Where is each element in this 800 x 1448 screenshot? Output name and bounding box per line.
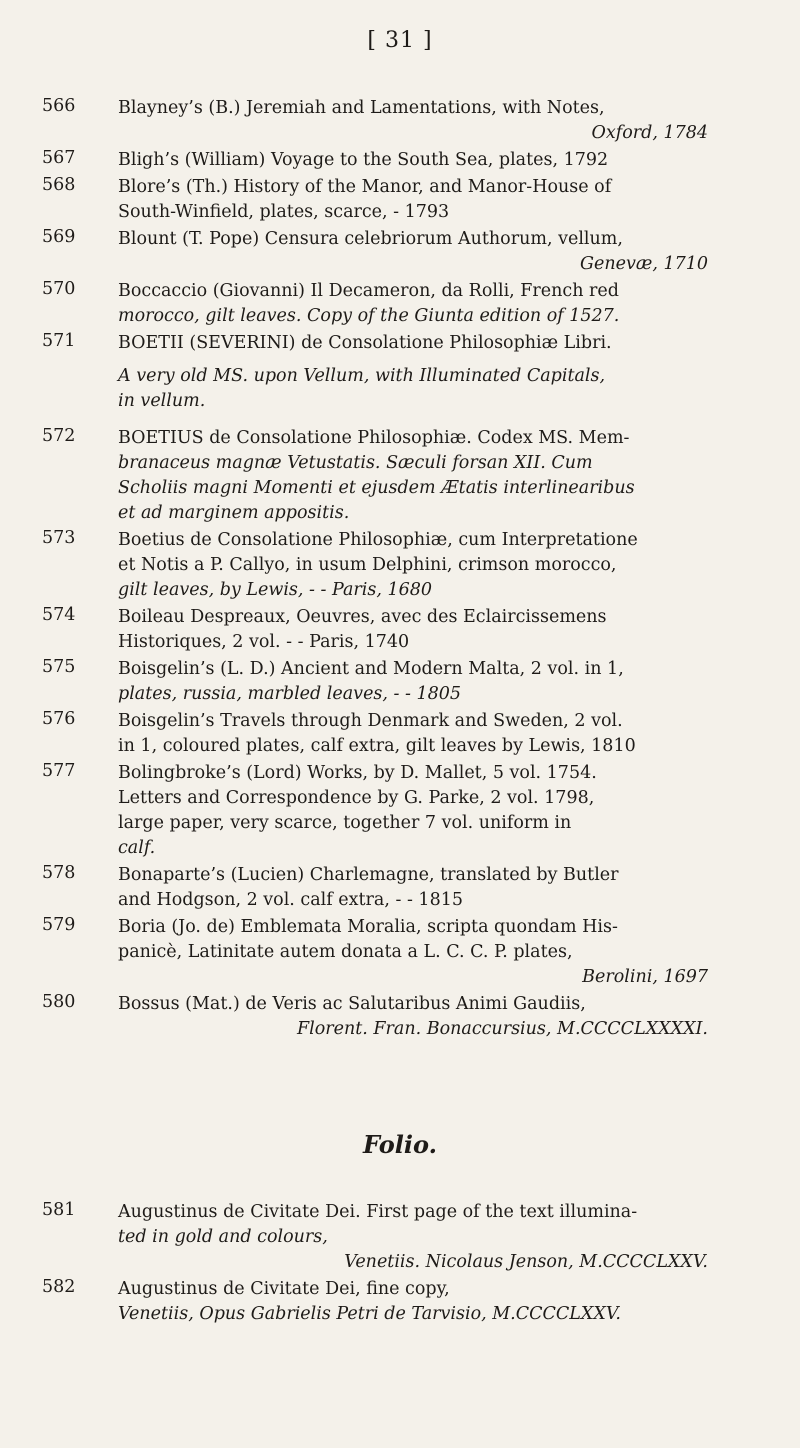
folio-entries-list bbox=[42, 1200, 708, 1329]
entry-line: Boisgelin’s Travels through Denmark and Sweden, 2 vol. bbox=[118, 711, 623, 731]
entry-567 bbox=[42, 148, 708, 173]
entry-line: Bligh’s (William) Voyage to the South Sea, plates, 1792 bbox=[118, 150, 609, 170]
entry-568 bbox=[42, 175, 708, 225]
entry-line: Augustinus de Civitate Dei, fine copy, bbox=[118, 1279, 450, 1299]
entry-line: Bossus (Mat.) de Veris ac Salutaribus Animi Gaudiis, bbox=[118, 994, 586, 1014]
entry-line: calf. bbox=[118, 838, 156, 858]
entry-576 bbox=[42, 709, 708, 759]
entry-line: Oxford, 1784 bbox=[591, 123, 708, 143]
entry-582 bbox=[42, 1277, 708, 1327]
entry-number: 581 bbox=[42, 1200, 76, 1220]
entry-line: Genevæ, 1710 bbox=[580, 254, 708, 274]
entry-number: 582 bbox=[42, 1277, 76, 1297]
entry-572 bbox=[42, 426, 708, 526]
entry-line: Boisgelin’s (L. D.) Ancient and Modern Malta, 2 vol. in 1, bbox=[118, 659, 624, 679]
entry-line: Bonaparte’s (Lucien) Charlemagne, translated by Butler bbox=[118, 865, 619, 885]
entry-577 bbox=[42, 761, 708, 861]
page-number: [ 31 ] bbox=[367, 28, 433, 53]
entry-line: large paper, very scarce, together 7 vol. uniform in bbox=[118, 813, 572, 833]
entry-581 bbox=[42, 1200, 708, 1275]
entry-580 bbox=[42, 992, 708, 1042]
entry-578 bbox=[42, 863, 708, 913]
entry-line: BOETII (SEVERINI) de Consolatione Philosophiæ Libri. bbox=[118, 333, 612, 353]
entry-line: Venetiis. Nicolaus Jenson, M.CCCCLXXV. bbox=[344, 1252, 708, 1272]
entry-note bbox=[118, 364, 708, 414]
entry-line: branaceus magnæ Vetustatis. Sæculi forsan XII. Cum bbox=[118, 453, 593, 473]
entry-line: gilt leaves, by Lewis, - - Paris, 1680 bbox=[118, 580, 433, 600]
entry-number: 569 bbox=[42, 227, 76, 247]
entry-line: ted in gold and colours, bbox=[118, 1227, 328, 1247]
entry-number: 575 bbox=[42, 657, 76, 677]
entry-number: 580 bbox=[42, 992, 76, 1012]
entry-line: morocco, gilt leaves. Copy of the Giunta edition of 1527. bbox=[118, 306, 620, 326]
entry-line: Augustinus de Civitate Dei. First page of the text illumina- bbox=[118, 1202, 638, 1222]
entry-number: 566 bbox=[42, 96, 76, 116]
entry-570 bbox=[42, 279, 708, 329]
entry-line: Boileau Despreaux, Oeuvres, avec des Eclaircissemens bbox=[118, 607, 607, 627]
entry-line: Venetiis, Opus Gabrielis Petri de Tarvisio, M.CCCCLXXV. bbox=[118, 1304, 621, 1324]
entry-number: 574 bbox=[42, 605, 76, 625]
entry-number: 571 bbox=[42, 331, 76, 351]
entry-number: 578 bbox=[42, 863, 76, 883]
entry-line: Boria (Jo. de) Emblemata Moralia, scripta quondam His- bbox=[118, 917, 618, 937]
entry-number: 577 bbox=[42, 761, 76, 781]
entries-list bbox=[42, 96, 708, 1044]
entry-number: 568 bbox=[42, 175, 76, 195]
entry-line: Florent. Fran. Bonaccursius, M.CCCCLXXXXI. bbox=[296, 1019, 708, 1039]
entry-line: and Hodgson, 2 vol. calf extra, - - 1815 bbox=[118, 890, 463, 910]
entry-number: 573 bbox=[42, 528, 76, 548]
entry-line: Berolini, 1697 bbox=[582, 967, 708, 987]
entry-575 bbox=[42, 657, 708, 707]
entry-line: Blore’s (Th.) History of the Manor, and Manor-House of bbox=[118, 177, 612, 197]
entry-579 bbox=[42, 915, 708, 990]
entry-line: et ad marginem appositis. bbox=[118, 503, 350, 523]
entry-571 bbox=[42, 331, 708, 414]
entry-line: in 1, coloured plates, calf extra, gilt leaves by Lewis, 1810 bbox=[118, 736, 636, 756]
entry-line: Blount (T. Pope) Censura celebriorum Authorum, vellum, bbox=[118, 229, 623, 249]
entry-line: Boccaccio (Giovanni) Il Decameron, da Rolli, French red bbox=[118, 281, 619, 301]
entry-line: panicè, Latinitate autem donata a L. C. C. P. plates, bbox=[118, 942, 573, 962]
entry-line: South-Winfield, plates, scarce, - 1793 bbox=[118, 202, 450, 222]
section-heading: Folio. bbox=[363, 1130, 437, 1159]
entry-number: 572 bbox=[42, 426, 76, 446]
entry-566 bbox=[42, 96, 708, 146]
entry-number: 576 bbox=[42, 709, 76, 729]
entry-line: Blayney’s (B.) Jeremiah and Lamentations, with Notes, bbox=[118, 98, 605, 118]
entry-line: Letters and Correspondence by G. Parke, 2 vol. 1798, bbox=[118, 788, 595, 808]
entry-number: 570 bbox=[42, 279, 76, 299]
entry-line: et Notis a P. Callyo, in usum Delphini, crimson morocco, bbox=[118, 555, 617, 575]
entry-line: BOETIUS de Consolatione Philosophiæ. Codex MS. Mem- bbox=[118, 428, 630, 448]
entry-569 bbox=[42, 227, 708, 277]
entry-573 bbox=[42, 528, 708, 603]
note-line: in vellum. bbox=[118, 391, 206, 411]
note-line: A very old MS. upon Vellum, with Illuminated Capitals, bbox=[118, 366, 606, 386]
entry-number: 579 bbox=[42, 915, 76, 935]
entry-line: plates, russia, marbled leaves, - - 1805 bbox=[118, 684, 462, 704]
entry-574 bbox=[42, 605, 708, 655]
entry-number: 567 bbox=[42, 148, 76, 168]
entry-line: Boetius de Consolatione Philosophiæ, cum Interpretatione bbox=[118, 530, 638, 550]
entry-line: Historiques, 2 vol. - - Paris, 1740 bbox=[118, 632, 410, 652]
entry-line: Bolingbroke’s (Lord) Works, by D. Mallet, 5 vol. 1754. bbox=[118, 763, 597, 783]
entry-line: Scholiis magni Momenti et ejusdem Ætatis interlinearibus bbox=[118, 478, 635, 498]
